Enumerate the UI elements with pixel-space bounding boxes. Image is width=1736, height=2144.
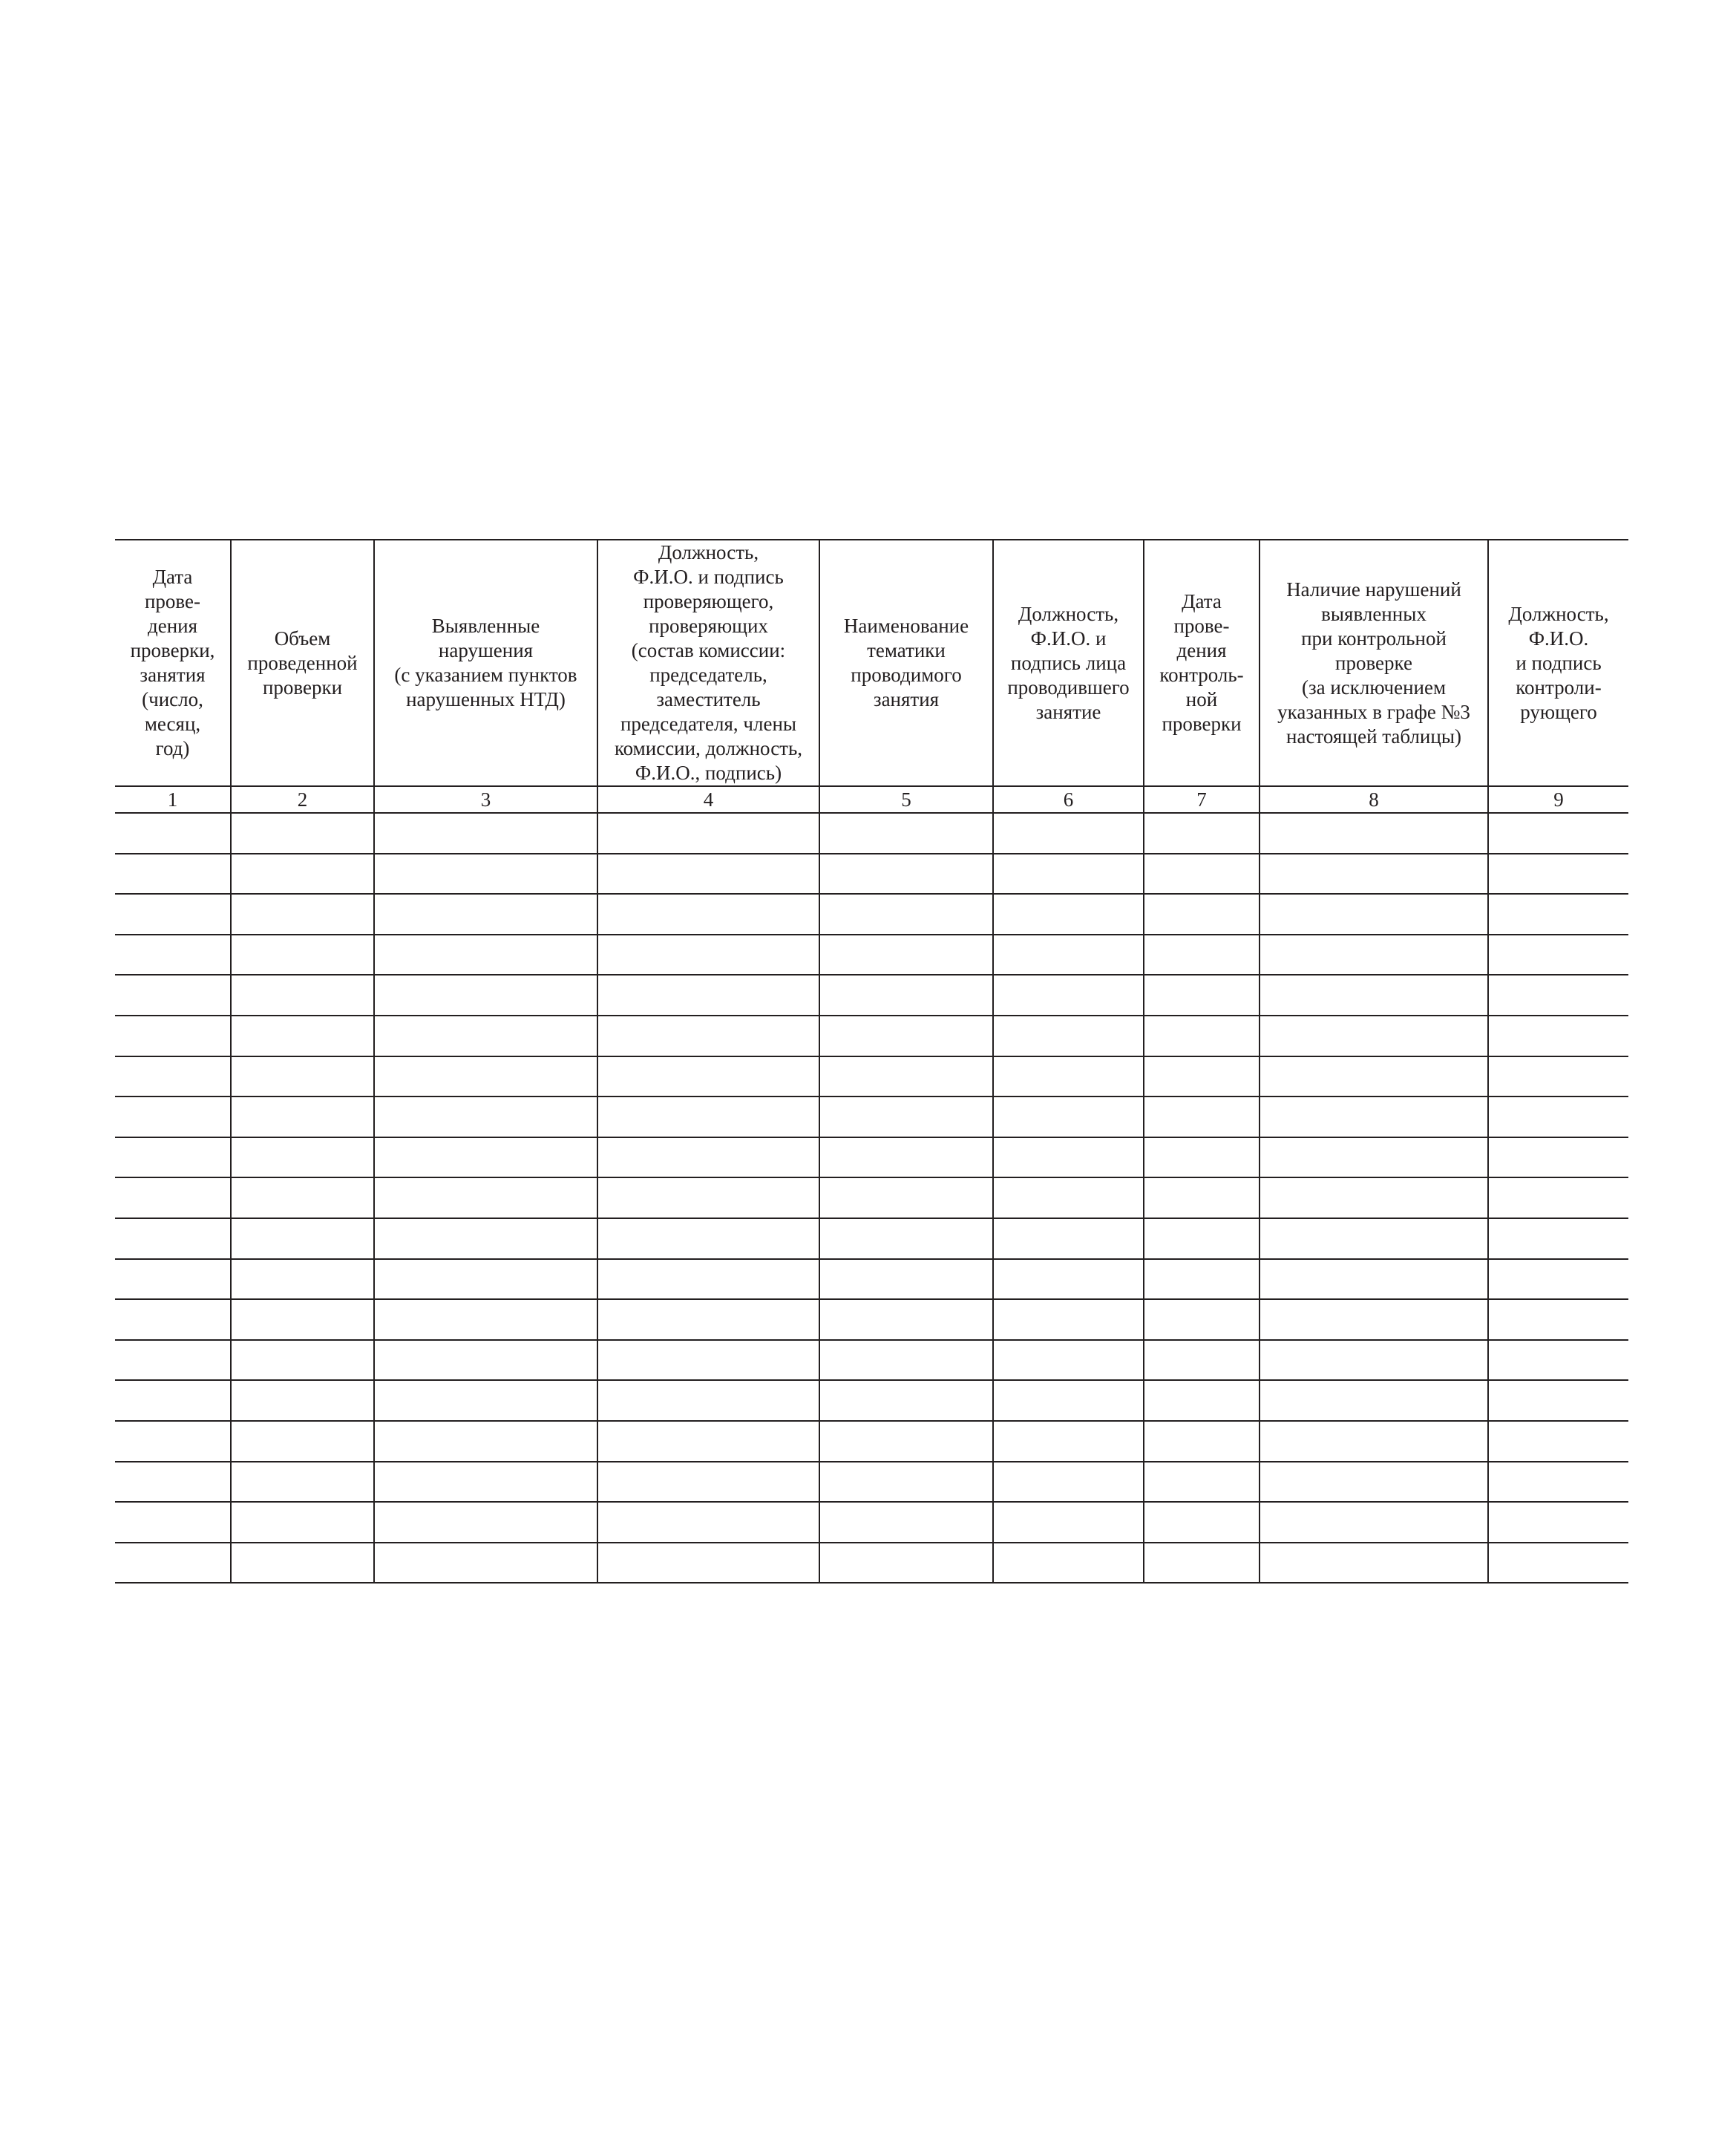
empty-cell: [1144, 935, 1260, 975]
empty-cell: [1144, 1543, 1260, 1584]
empty-cell: [1144, 1299, 1260, 1340]
empty-cell: [1144, 1502, 1260, 1543]
empty-cell: [374, 1421, 597, 1462]
empty-cell: [819, 813, 993, 854]
empty-cell: [993, 1096, 1144, 1137]
inspection-log-table: [115, 539, 1628, 1584]
table-row: [115, 935, 1628, 975]
column-number: 3: [374, 786, 597, 813]
header-violations-found: Выявленные нарушения (с указанием пунктов нарушенных НТД): [374, 540, 597, 786]
table-row: [115, 1462, 1628, 1503]
empty-cell: [819, 935, 993, 975]
empty-cell: [597, 1380, 819, 1421]
empty-cell: [1144, 1259, 1260, 1300]
empty-cell: [1260, 1218, 1488, 1259]
empty-cell: [1144, 1137, 1260, 1178]
header-inspector-signature: Должность, Ф.И.О. и подпись проверяющего, проверяющих (состав комиссии: председатель, заместитель председателя, члены комиссии, должность, Ф.И.О., подпись): [597, 540, 819, 786]
empty-cell: [993, 1380, 1144, 1421]
empty-cell: [231, 1462, 374, 1503]
empty-cell: [1488, 1340, 1628, 1381]
empty-cell: [819, 1502, 993, 1543]
empty-cell: [374, 1462, 597, 1503]
empty-cell: [819, 1543, 993, 1584]
empty-cell: [1260, 1299, 1488, 1340]
empty-cell: [597, 1421, 819, 1462]
empty-cell: [597, 1096, 819, 1137]
empty-cell: [115, 1421, 231, 1462]
empty-cell: [1260, 1016, 1488, 1056]
table-row: [115, 894, 1628, 935]
empty-cell: [819, 1137, 993, 1178]
empty-cell: [597, 813, 819, 854]
empty-cell: [1260, 975, 1488, 1016]
header-control-inspection-date: Дата прове- дения контроль- ной проверки: [1144, 540, 1260, 786]
empty-cell: [819, 1299, 993, 1340]
empty-cell: [1260, 1462, 1488, 1503]
empty-cell: [115, 1502, 231, 1543]
empty-cell: [993, 1137, 1144, 1178]
empty-cell: [231, 1543, 374, 1584]
empty-cell: [374, 1177, 597, 1218]
empty-cell: [1260, 894, 1488, 935]
empty-cell: [1144, 854, 1260, 895]
empty-cell: [993, 1016, 1144, 1056]
table-row: [115, 854, 1628, 895]
table-row: [115, 1340, 1628, 1381]
empty-cell: [1144, 1056, 1260, 1097]
empty-cell: [993, 1421, 1144, 1462]
column-number: 7: [1144, 786, 1260, 813]
empty-cell: [231, 1259, 374, 1300]
empty-cell: [115, 1299, 231, 1340]
empty-cell: [993, 1299, 1144, 1340]
empty-cell: [1488, 1177, 1628, 1218]
empty-cell: [231, 1218, 374, 1259]
empty-cell: [374, 1543, 597, 1584]
empty-cell: [819, 894, 993, 935]
empty-cell: [993, 1340, 1144, 1381]
empty-cell: [597, 1462, 819, 1503]
empty-cell: [231, 894, 374, 935]
empty-cell: [231, 1177, 374, 1218]
empty-cell: [374, 1096, 597, 1137]
empty-cell: [115, 854, 231, 895]
empty-cell: [819, 1016, 993, 1056]
empty-cell: [1488, 1421, 1628, 1462]
header-row: [115, 540, 1628, 786]
empty-cell: [1144, 1016, 1260, 1056]
empty-cell: [597, 1056, 819, 1097]
empty-cell: [374, 1502, 597, 1543]
empty-cell: [1488, 1462, 1628, 1503]
table-row: [115, 1096, 1628, 1137]
empty-cell: [231, 1502, 374, 1543]
column-number: 6: [993, 786, 1144, 813]
empty-cell: [374, 935, 597, 975]
empty-cell: [597, 1177, 819, 1218]
empty-cell: [374, 1016, 597, 1056]
empty-cell: [231, 1421, 374, 1462]
table-row: [115, 1137, 1628, 1178]
column-number: 8: [1260, 786, 1488, 813]
table-row: [115, 1543, 1628, 1584]
table-row: [115, 1380, 1628, 1421]
empty-cell: [597, 1016, 819, 1056]
empty-cell: [115, 1096, 231, 1137]
table-row: [115, 813, 1628, 854]
empty-cell: [115, 1137, 231, 1178]
table-row: [115, 1421, 1628, 1462]
column-number: 4: [597, 786, 819, 813]
empty-cell: [819, 1340, 993, 1381]
table-row: [115, 1259, 1628, 1300]
empty-cell: [597, 975, 819, 1016]
empty-cell: [1144, 1421, 1260, 1462]
empty-cell: [1144, 975, 1260, 1016]
empty-cell: [597, 854, 819, 895]
empty-cell: [1488, 935, 1628, 975]
empty-cell: [1488, 813, 1628, 854]
empty-cell: [1488, 1056, 1628, 1097]
empty-cell: [374, 894, 597, 935]
empty-cell: [374, 1259, 597, 1300]
empty-cell: [1488, 1137, 1628, 1178]
table-body: [115, 813, 1628, 1583]
empty-cell: [1488, 1380, 1628, 1421]
table-row: [115, 1502, 1628, 1543]
empty-cell: [597, 1259, 819, 1300]
empty-cell: [1488, 1299, 1628, 1340]
empty-cell: [597, 1137, 819, 1178]
empty-cell: [374, 1056, 597, 1097]
empty-cell: [1144, 1462, 1260, 1503]
empty-cell: [993, 975, 1144, 1016]
empty-cell: [1488, 1218, 1628, 1259]
empty-cell: [374, 854, 597, 895]
empty-cell: [993, 1056, 1144, 1097]
empty-cell: [231, 975, 374, 1016]
empty-cell: [231, 1096, 374, 1137]
table-row: [115, 1016, 1628, 1056]
empty-cell: [1488, 1543, 1628, 1584]
empty-cell: [1488, 894, 1628, 935]
empty-cell: [374, 1137, 597, 1178]
empty-cell: [1260, 1177, 1488, 1218]
empty-cell: [993, 894, 1144, 935]
empty-cell: [1488, 1016, 1628, 1056]
table-row: [115, 1056, 1628, 1097]
table-row: [115, 1177, 1628, 1218]
empty-cell: [115, 1543, 231, 1584]
header-inspection-date: Дата прове- дения проверки, занятия (число, месяц, год): [115, 540, 231, 786]
empty-cell: [115, 1218, 231, 1259]
empty-cell: [115, 1016, 231, 1056]
header-session-topic: Наименование тематики проводимого занятия: [819, 540, 993, 786]
empty-cell: [1260, 1056, 1488, 1097]
empty-cell: [993, 813, 1144, 854]
empty-cell: [115, 1056, 231, 1097]
empty-cell: [1144, 1096, 1260, 1137]
empty-cell: [1144, 1340, 1260, 1381]
empty-cell: [115, 1340, 231, 1381]
empty-cell: [1488, 1502, 1628, 1543]
column-number: 1: [115, 786, 231, 813]
empty-cell: [597, 1502, 819, 1543]
column-number-row: [115, 786, 1628, 813]
empty-cell: [231, 813, 374, 854]
empty-cell: [597, 1340, 819, 1381]
empty-cell: [115, 975, 231, 1016]
empty-cell: [1260, 1096, 1488, 1137]
empty-cell: [1260, 1259, 1488, 1300]
empty-cell: [115, 894, 231, 935]
empty-cell: [819, 1218, 993, 1259]
empty-cell: [819, 1421, 993, 1462]
table-row: [115, 1218, 1628, 1259]
empty-cell: [1488, 854, 1628, 895]
empty-cell: [819, 1056, 993, 1097]
empty-cell: [993, 1502, 1144, 1543]
empty-cell: [597, 935, 819, 975]
empty-cell: [819, 1096, 993, 1137]
empty-cell: [1260, 1421, 1488, 1462]
empty-cell: [1260, 1380, 1488, 1421]
empty-cell: [1144, 813, 1260, 854]
empty-cell: [819, 1380, 993, 1421]
header-controller-signature: Должность, Ф.И.О. и подпись контроли- рующего: [1488, 540, 1628, 786]
empty-cell: [115, 935, 231, 975]
empty-cell: [231, 1340, 374, 1381]
empty-cell: [993, 1177, 1144, 1218]
column-number: 5: [819, 786, 993, 813]
table-row: [115, 975, 1628, 1016]
empty-cell: [993, 1462, 1144, 1503]
header-session-leader-signature: Должность, Ф.И.О. и подпись лица проводившего занятие: [993, 540, 1144, 786]
empty-cell: [231, 935, 374, 975]
empty-cell: [819, 854, 993, 895]
empty-cell: [231, 1380, 374, 1421]
header-inspection-scope: Объем проведенной проверки: [231, 540, 374, 786]
empty-cell: [1260, 935, 1488, 975]
empty-cell: [374, 1340, 597, 1381]
empty-cell: [1488, 1259, 1628, 1300]
empty-cell: [1260, 1340, 1488, 1381]
empty-cell: [597, 1299, 819, 1340]
empty-cell: [993, 935, 1144, 975]
empty-cell: [1260, 854, 1488, 895]
empty-cell: [231, 1016, 374, 1056]
empty-cell: [597, 894, 819, 935]
column-number: 9: [1488, 786, 1628, 813]
empty-cell: [231, 1137, 374, 1178]
empty-cell: [1144, 894, 1260, 935]
empty-cell: [1488, 1096, 1628, 1137]
empty-cell: [374, 1218, 597, 1259]
empty-cell: [993, 1543, 1144, 1584]
empty-cell: [231, 1056, 374, 1097]
empty-cell: [819, 1259, 993, 1300]
empty-cell: [115, 1380, 231, 1421]
empty-cell: [819, 1177, 993, 1218]
empty-cell: [1260, 813, 1488, 854]
empty-cell: [1260, 1502, 1488, 1543]
header-control-violations: Наличие нарушений выявленных при контрольной проверке (за исключением указанных в графе №3 настоящей таблицы): [1260, 540, 1488, 786]
empty-cell: [374, 1380, 597, 1421]
empty-cell: [231, 1299, 374, 1340]
empty-cell: [597, 1543, 819, 1584]
empty-cell: [115, 1177, 231, 1218]
empty-cell: [374, 975, 597, 1016]
empty-cell: [993, 1218, 1144, 1259]
empty-cell: [1260, 1543, 1488, 1584]
empty-cell: [115, 1462, 231, 1503]
empty-cell: [819, 1462, 993, 1503]
empty-cell: [115, 813, 231, 854]
empty-cell: [597, 1218, 819, 1259]
empty-cell: [1144, 1380, 1260, 1421]
column-number: 2: [231, 786, 374, 813]
empty-cell: [993, 1259, 1144, 1300]
empty-cell: [231, 854, 374, 895]
empty-cell: [1260, 1137, 1488, 1178]
empty-cell: [1488, 975, 1628, 1016]
empty-cell: [993, 854, 1144, 895]
empty-cell: [115, 1259, 231, 1300]
empty-cell: [374, 1299, 597, 1340]
empty-cell: [819, 975, 993, 1016]
empty-cell: [1144, 1177, 1260, 1218]
empty-cell: [1144, 1218, 1260, 1259]
table-row: [115, 1299, 1628, 1340]
empty-cell: [374, 813, 597, 854]
